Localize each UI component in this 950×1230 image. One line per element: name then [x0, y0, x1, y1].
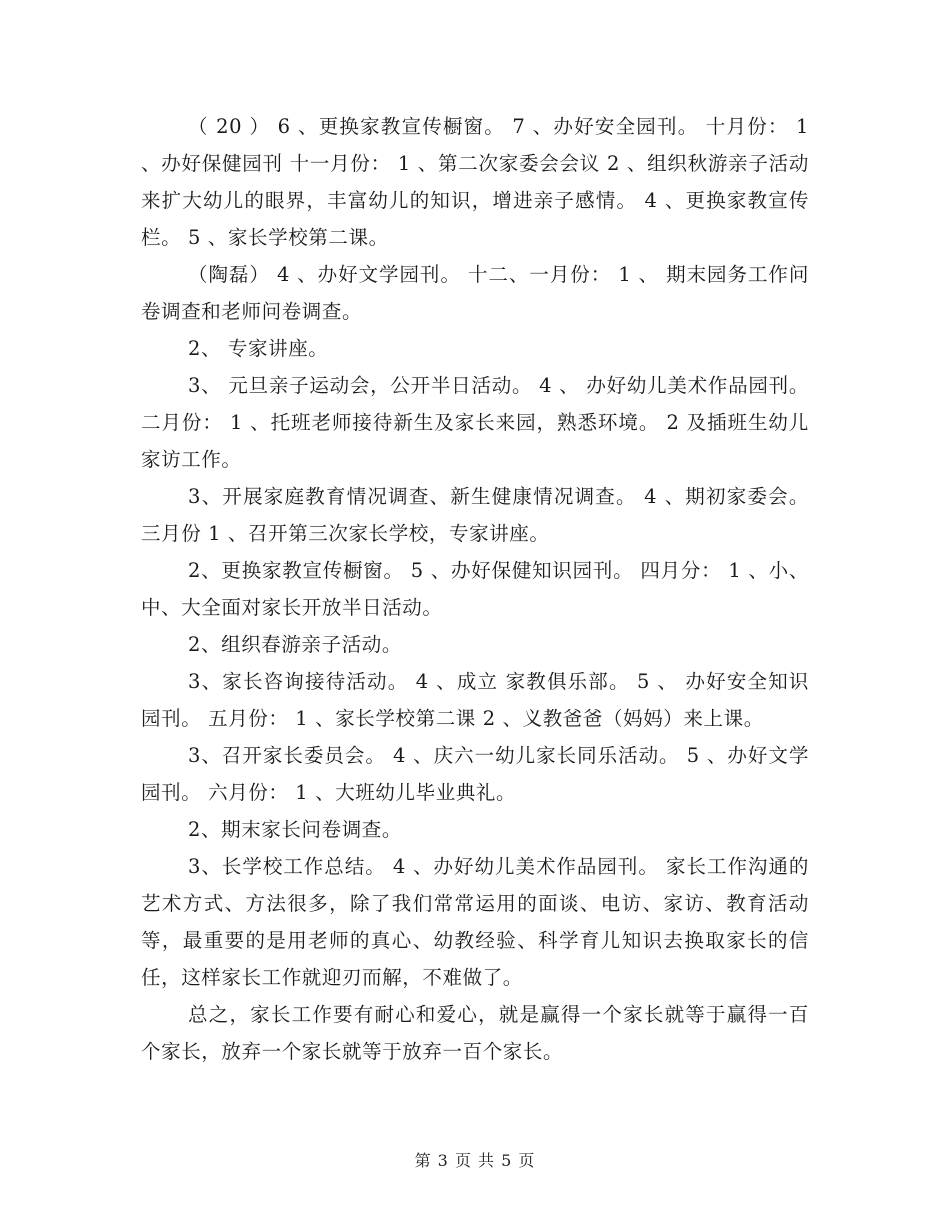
paragraph: 2、期末家长问卷调查。 [188, 818, 403, 841]
page-number-footer: 第 3 页 共 5 页 [414, 1151, 536, 1170]
paragraph: 2、 专家讲座。 [188, 337, 329, 360]
paragraph: 3、家长咨询接待活动。 4 、成立 家教俱乐部。 5 、 办好安全知识园刊。 五月份： 1 、家长学校第二课 2 、义教爸爸（妈妈）来上课。 [141, 670, 809, 730]
paragraph: （陶磊） 4 、办好文学园刊。 十二、一月份： 1 、 期末园务工作问卷调查和老师问卷调查。 [141, 263, 809, 323]
paragraph: 2、更换家教宣传橱窗。 5 、办好保健知识园刊。 四月分： 1 、小、中、大全面对家长开放半日活动。 [141, 559, 809, 619]
paragraph: 3、召开家长委员会。 4 、庆六一幼儿家长同乐活动。 5 、办好文学园刊。 六月份： 1 、大班幼儿毕业典礼。 [141, 744, 809, 804]
paragraph: （ 20 ） 6 、更换家教宣传橱窗。 7 、办好安全园刊。 十月份： 1 、办好保健园刊 十一月份： 1 、第二次家委会会议 2 、组织秋游亲子活动来扩大幼儿的眼界，丰富幼儿的知识，增进亲子感情。 4 、更换家教宣传栏。 5 、家长学校第二课。 [141, 115, 809, 249]
paragraph: 3、长学校工作总结。 4 、办好幼儿美术作品园刊。 家长工作沟通的艺术方式、方法很多，除了我们常常运用的面谈、电访、家访、教育活动等，最重要的是用老师的真心、幼教经验、科学育儿知识去换取家长的信任，这样家长工作就迎刃而解，不难做了。 [141, 855, 809, 989]
paragraph: 总之，家长工作要有耐心和爱心，就是赢得一个家长就等于赢得一百个家长，放弃一个家长就等于放弃一百个家长。 [141, 1003, 809, 1063]
paragraph: 3、 元旦亲子运动会，公开半日活动。 4 、 办好幼儿美术作品园刊。 二月份： 1 、托班老师接待新生及家长来园，熟悉环境。 2 及插班生幼儿家访工作。 [141, 374, 809, 471]
paragraph: 3、开展家庭教育情况调查、新生健康情况调查。 4 、期初家委会。 三月份 1 、召开第三次家长学校，专家讲座。 [141, 485, 809, 545]
document-body [141, 108, 809, 1070]
paragraph: 2、组织春游亲子活动。 [188, 633, 403, 656]
